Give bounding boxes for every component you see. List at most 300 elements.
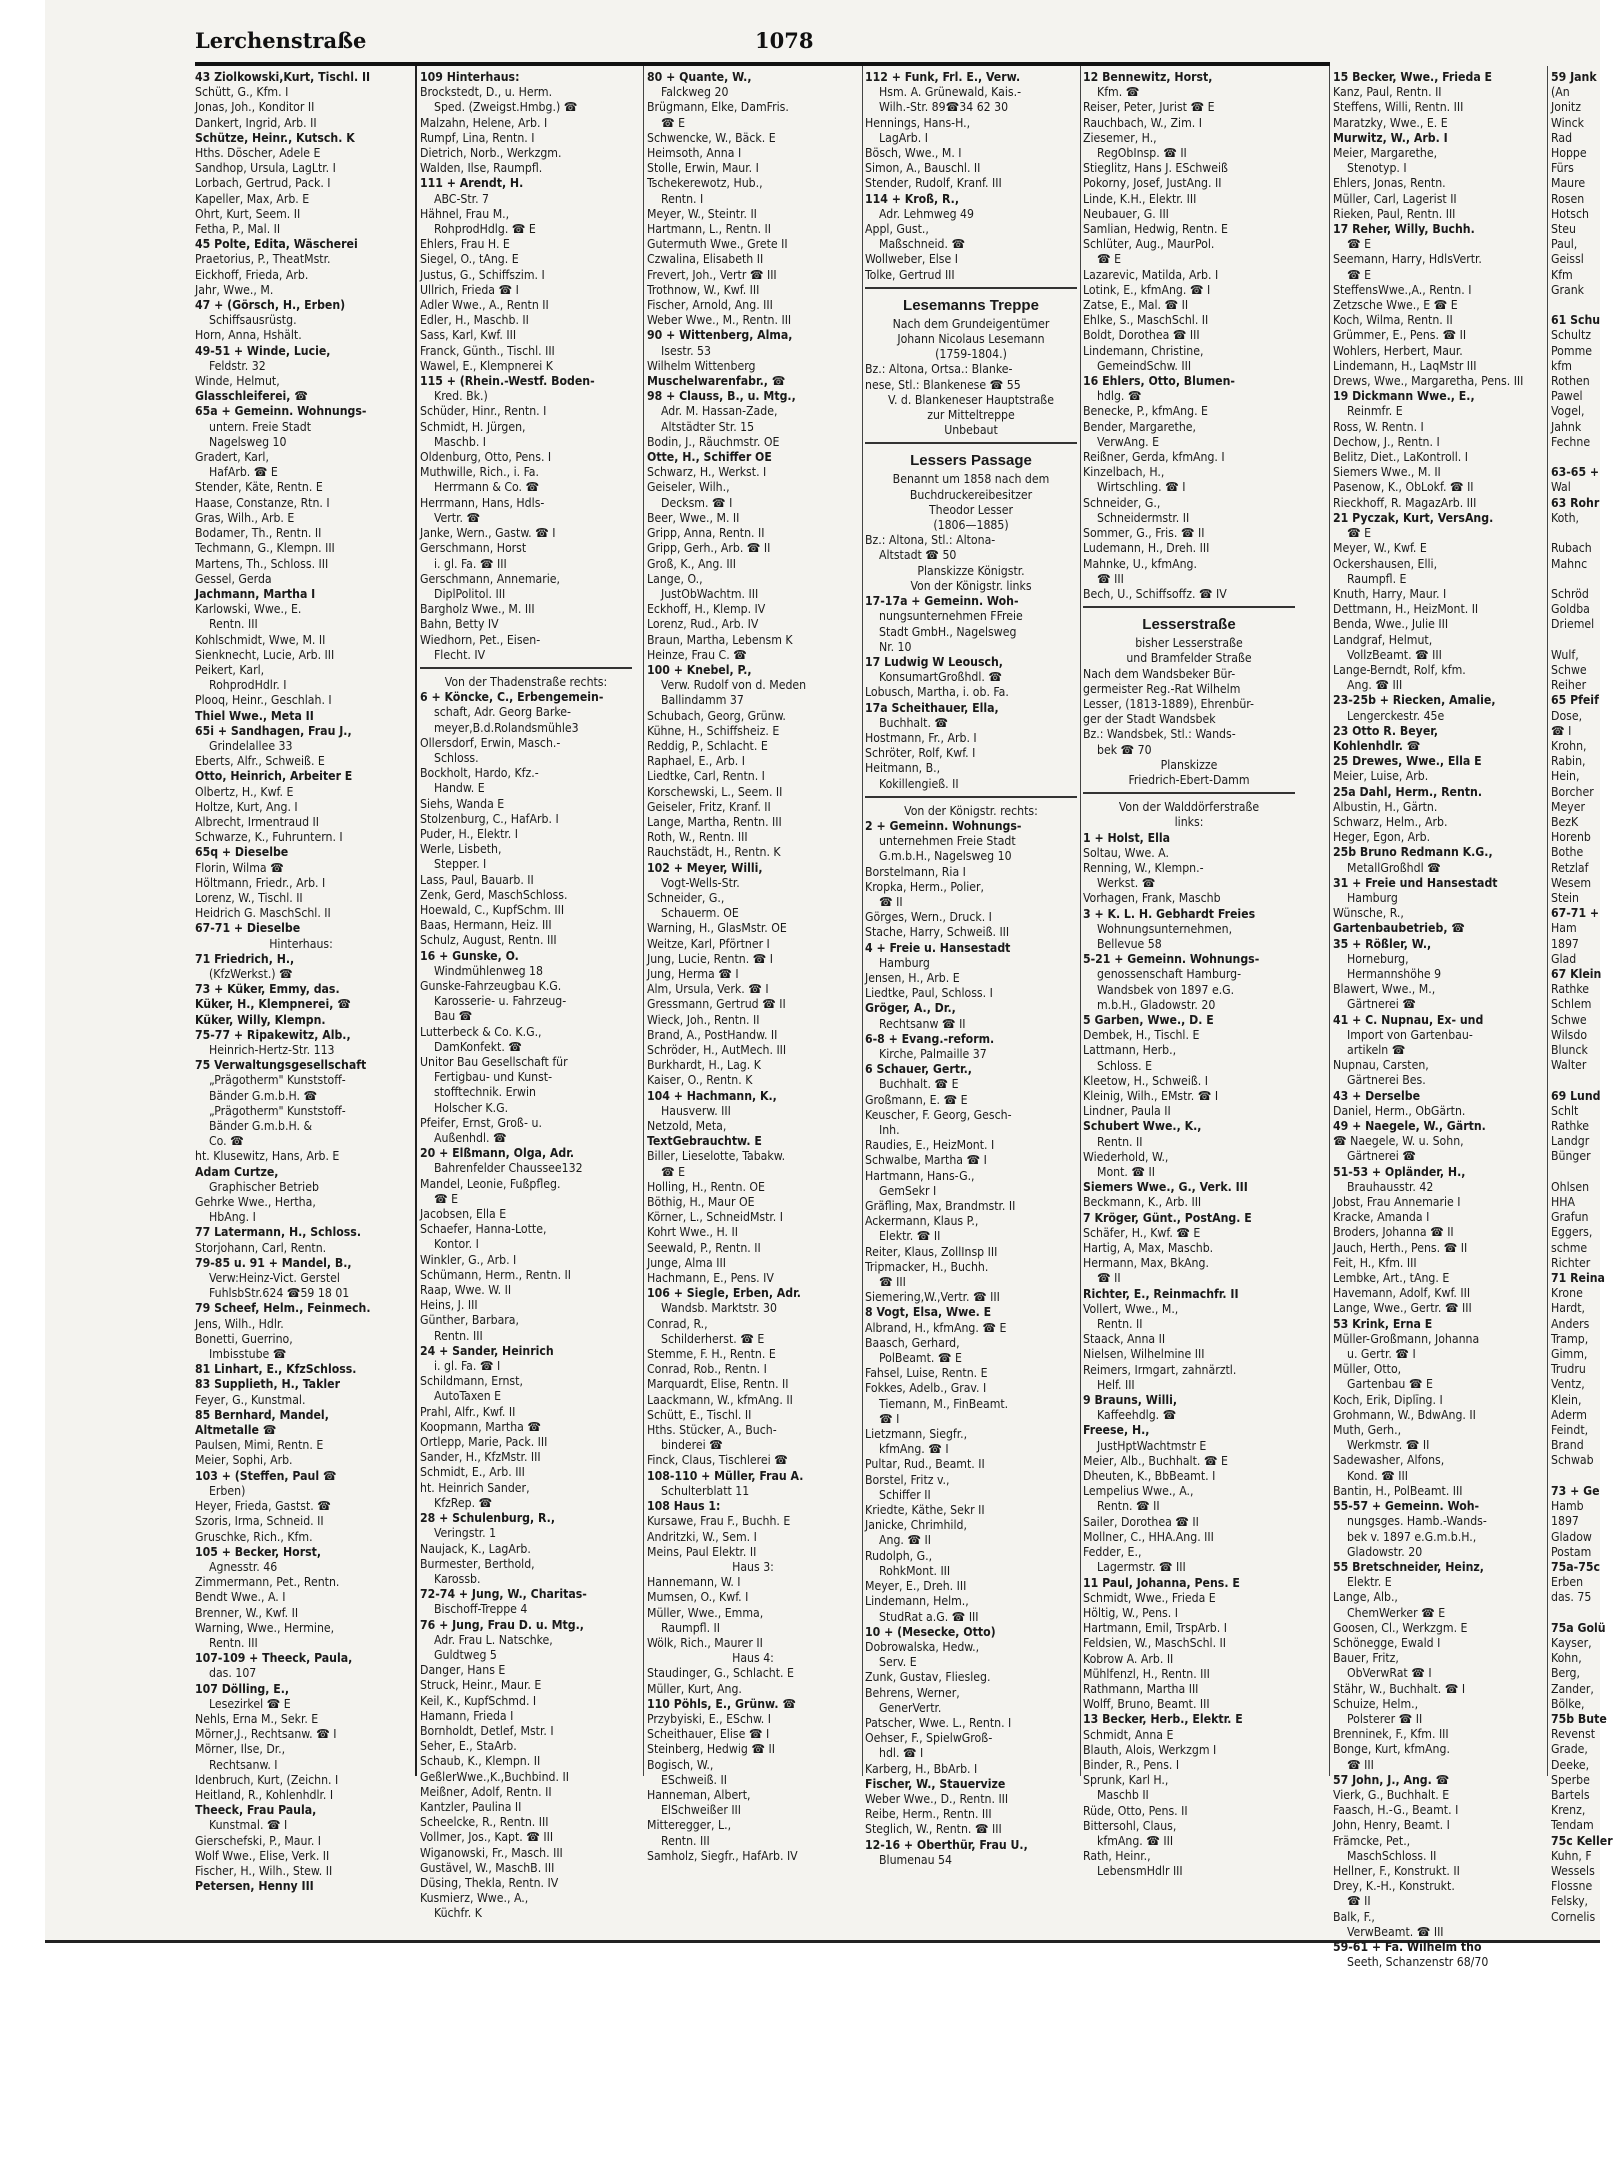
directory-entry: Alm, Ursula, Verk. ☎ I: [647, 982, 769, 997]
directory-entry: 17-17a + Gemeinn. Woh-: [865, 594, 1019, 609]
directory-entry: Heinze, Frau C. ☎: [647, 647, 747, 662]
directory-entry: Cornelis: [1551, 1909, 1596, 1924]
directory-entry: Schwalbe, Martha ☎ I: [865, 1153, 987, 1168]
directory-entry: Herrmann & Co. ☎: [434, 480, 540, 495]
directory-entry: 107 Dölling, E.,: [195, 1681, 290, 1696]
directory-entry: Wesem: [1551, 875, 1592, 890]
directory-entry: G.m.b.H., Nagelsweg 10: [879, 849, 1012, 864]
directory-entry: links:: [1174, 815, 1204, 830]
directory-entry: Adam Curtze,: [195, 1164, 279, 1179]
directory-entry: Otte, H., Schiffer OE: [647, 450, 772, 465]
directory-entry: Falckweg 20: [661, 85, 729, 100]
directory-entry: Nach dem Wandsbeker Bür-: [1083, 666, 1236, 681]
directory-entry: Landgraf, Helmut,: [1333, 632, 1433, 647]
directory-entry: Müller-Großmann, Johanna: [1333, 1331, 1480, 1346]
directory-entry: Wünsche, R.,: [1333, 906, 1404, 921]
street-heading: Lessers Passage: [910, 452, 1032, 470]
directory-entry: Lorbach, Gertrud, Pack. I: [195, 176, 331, 191]
directory-entry: Rathke: [1551, 1119, 1589, 1134]
directory-entry: Otto, Heinrich, Arbeiter E: [195, 769, 353, 784]
directory-entry: Gessel, Gerda: [195, 571, 272, 586]
directory-entry: Trothnow, W., Kwf. III: [647, 282, 760, 297]
directory-entry: Raphael, E., Arb. I: [647, 754, 745, 769]
directory-entry: 75c Keller: [1551, 1833, 1613, 1848]
directory-entry: Muschelwarenfabr., ☎: [647, 374, 786, 389]
directory-entry: 109 Hinterhaus:: [420, 70, 520, 84]
directory-entry: Fahsel, Luise, Rentn. E: [865, 1366, 988, 1381]
directory-entry: Blunck: [1551, 1043, 1588, 1057]
directory-entry: Großmann, E. ☎ E: [865, 1092, 968, 1107]
directory-entry: ☎ III: [1097, 571, 1124, 586]
directory-entry: Lattmann, Herb.,: [1083, 1043, 1177, 1058]
directory-entry: Schüder, Hinr., Rentn. I: [420, 404, 547, 419]
directory-entry: Hausverw. III: [661, 1103, 731, 1118]
directory-entry: Marquardt, Elise, Rentn. II: [647, 1377, 789, 1392]
directory-entry: Schauerm. OE: [661, 906, 739, 921]
directory-entry: Rudolph, G.,: [865, 1548, 933, 1563]
directory-entry: Eggers,: [1551, 1225, 1593, 1240]
directory-entry: Retzlaf: [1551, 860, 1589, 875]
directory-entry: Schütt, E., Tischl. II: [647, 1407, 752, 1422]
directory-entry: Lutterbeck & Co. K.G.,: [420, 1024, 542, 1039]
directory-entry: unternehmen Freie Stadt: [879, 834, 1016, 849]
directory-entry: Landgr: [1551, 1134, 1590, 1149]
directory-entry: 6 Schauer, Gertr.,: [865, 1062, 972, 1077]
directory-entry: Brügmann, Elke, DamFris.: [647, 100, 789, 115]
directory-entry: Haus 3:: [732, 1559, 774, 1574]
directory-entry: Siemers Wwe., M. II: [1333, 465, 1441, 480]
directory-entry: 59-61 + Fa. Wilhelm tho: [1333, 1939, 1482, 1954]
directory-entry: Samlian, Hedwig, Rentn. E: [1083, 222, 1228, 237]
directory-entry: Schwarz, H., Werkst. I: [647, 465, 767, 480]
directory-entry: Driemel: [1551, 617, 1595, 632]
directory-entry: Hostmann, Fr., Arb. I: [865, 730, 977, 745]
directory-entry: Schwencke, W., Bäck. E: [647, 130, 776, 145]
directory-entry: RohprodHdlr. I: [209, 678, 287, 693]
directory-entry: Schloss. E: [1097, 1058, 1153, 1073]
directory-entry: Mont. ☎ II: [1097, 1165, 1155, 1180]
directory-entry: Sperbe: [1551, 1772, 1590, 1787]
directory-entry: Isestr. 53: [661, 343, 711, 358]
directory-entry: 75b Bute: [1551, 1711, 1607, 1726]
directory-entry: Wollweber, Else I: [865, 252, 958, 267]
directory-entry: 115 + (Rhein.-Westf. Boden-: [420, 374, 595, 389]
directory-entry: Ollersdorf, Erwin, Masch.-: [420, 735, 561, 750]
directory-entry: Liedtke, Carl, Rentn. I: [647, 769, 765, 784]
directory-entry: Broders, Johanna ☎ II: [1333, 1225, 1454, 1240]
directory-entry: Florin, Wilma ☎: [195, 860, 284, 875]
directory-entry: untern. Freie Stadt: [209, 419, 312, 434]
directory-entry: Lorenz, W., Tischl. II: [195, 890, 303, 905]
directory-entry: Kirche, Palmaille 37: [879, 1046, 987, 1061]
directory-entry: Planskizze Königstr.: [917, 563, 1025, 578]
directory-entry: Altmetalle ☎: [195, 1423, 277, 1438]
directory-entry: Glasschleiferei, ☎: [195, 389, 308, 404]
directory-entry: [1551, 1165, 1600, 1180]
directory-entry: Meißner, Adolf, Rentn. II: [420, 1784, 552, 1799]
directory-entry: Werkst. ☎: [1097, 876, 1156, 891]
directory-entry: ObVerwRat ☎ I: [1347, 1666, 1432, 1681]
directory-entry: schaft, Adr. Georg Barke-: [434, 705, 571, 720]
directory-entry: Kfm. ☎: [1097, 85, 1140, 100]
directory-entry: Dembek, H., Tischl. E: [1083, 1028, 1200, 1043]
directory-entry: Bodamer, Th., Rentn. II: [195, 526, 322, 541]
directory-entry: germeister Reg.-Rat Wilhelm: [1083, 681, 1241, 696]
directory-entry: 63-65 +: [1551, 465, 1600, 480]
directory-entry: Wilhelm Wittenberg: [647, 358, 756, 373]
directory-entry: Beckmann, K., Arb. III: [1083, 1195, 1202, 1210]
directory-entry: Wilsdo: [1551, 1027, 1588, 1042]
directory-entry: Fischer, H., Wilh., Stew. II: [195, 1863, 333, 1878]
directory-entry: Kokillengieß. II: [879, 776, 959, 791]
directory-entry: Bockholt, Hardo, Kfz.-: [420, 766, 539, 781]
directory-entry: Hoewald, C., KupfSchm. III: [420, 902, 565, 917]
directory-entry: Jensen, H., Arb. E: [865, 970, 960, 985]
directory-entry: Kracke, Amanda I: [1333, 1210, 1430, 1225]
directory-entry: Bogisch, W.,: [647, 1757, 714, 1772]
directory-entry: Puder, H., Elektr. I: [420, 826, 518, 841]
directory-entry: Geiseler, Wilh.,: [647, 480, 730, 495]
street-heading: Lesserstraße: [1142, 616, 1236, 634]
directory-entry: Sadewasher, Alfons,: [1333, 1453, 1445, 1468]
directory-entry: Winde, Helmut,: [195, 374, 280, 389]
directory-entry: Grindelallee 33: [209, 738, 293, 753]
directory-entry: Zatse, E., Mal. ☎ II: [1083, 298, 1189, 313]
directory-entry: 69 Lund: [1551, 1088, 1601, 1103]
directory-entry: Wiederhold, W.,: [1083, 1149, 1169, 1164]
directory-entry: Olbertz, H., Kwf. E: [195, 784, 294, 799]
directory-entry: 23-25b + Riecken, Amalie,: [1333, 693, 1496, 708]
directory-entry: Jung, Lucie, Rentn. ☎ I: [647, 951, 774, 966]
directory-entry: 55 Bretschneider, Heinz,: [1333, 1559, 1484, 1574]
directory-entry: Kaffeehdlg. ☎: [1097, 1408, 1177, 1423]
directory-entry: Wiganowski, Fr., Masch. III: [420, 1845, 563, 1860]
directory-entry: Kaiser, O., Rentn. K: [647, 1073, 753, 1088]
directory-entry: Fischer, W., Stauervize: [865, 1776, 1006, 1791]
directory-entry: Kohn,: [1551, 1651, 1582, 1666]
directory-entry: Günther, Barbara,: [420, 1313, 519, 1328]
directory-entry: Kusmierz, Wwe., A.,: [420, 1891, 529, 1906]
directory-entry: Gruschke, Rich., Kfm.: [195, 1529, 313, 1544]
directory-entry: Ackermann, Klaus P.,: [865, 1214, 979, 1229]
directory-entry: 25a Dahl, Herm., Rentn.: [1333, 784, 1483, 799]
directory-entry: Appl, Gust.,: [865, 222, 929, 237]
directory-entry: 41 + C. Nupnau, Ex- und: [1333, 1012, 1484, 1027]
directory-entry: Lobusch, Martha, i. ob. Fa.: [865, 685, 1009, 700]
directory-entry: Czwalina, Elisabeth II: [647, 252, 764, 267]
directory-entry: Walter: [1551, 1058, 1587, 1073]
directory-entry: Co. ☎: [209, 1134, 244, 1149]
directory-entry: Netzold, Meta,: [647, 1119, 727, 1134]
directory-entry: 79 Scheef, Helm., Feinmech.: [195, 1301, 371, 1316]
directory-entry: Mumsen, O., Kwf. I: [647, 1590, 749, 1605]
directory-entry: Schütze, Heinr., Kutsch. K: [195, 130, 355, 145]
directory-entry: 53 Krink, Erna E: [1333, 1316, 1433, 1331]
directory-entry: Karberg, H., BbArb. I: [865, 1761, 978, 1776]
directory-entry: 80 + Quante, W.,: [647, 70, 752, 84]
directory-entry: Imbisstube ☎: [209, 1347, 287, 1362]
directory-entry: „Prägotherm" Kunststoff-: [209, 1103, 346, 1118]
directory-entry: Przybyiski, E., ESchw. I: [647, 1711, 771, 1726]
directory-entry: Hardt,: [1551, 1301, 1585, 1316]
directory-entry: Stein: [1551, 890, 1580, 905]
directory-entry: Koopmann, Martha ☎: [420, 1419, 542, 1434]
directory-entry: Schröder, H., AutMech. III: [647, 1043, 787, 1057]
directory-entry: Ross, W. Rentn. I: [1333, 419, 1424, 434]
directory-entry: Samholz, Siegfr., HafArb. IV: [647, 1848, 798, 1863]
directory-entry: Vierk, G., Buchhalt. E: [1333, 1787, 1450, 1802]
directory-entry: stofftechnik. Erwin: [434, 1085, 536, 1100]
directory-entry: GemeindSchw. III: [1097, 358, 1192, 373]
directory-entry: Groß, K., Ang. III: [647, 556, 737, 571]
directory-entry: 10 + (Mesecke, Otto): [865, 1624, 996, 1639]
directory-entry: Nehls, Erna M., Sekr. E: [195, 1711, 319, 1726]
directory-entry: Lange, Martha, Rentn. III: [647, 814, 782, 829]
directory-entry: Drews, Wwe., Margaretha, Pens. III: [1333, 374, 1524, 389]
column-rule: [862, 66, 863, 1776]
directory-entry: Gröger, A., Dr.,: [865, 1001, 956, 1016]
directory-entry: Maratzky, Wwe., E. E: [1333, 115, 1448, 130]
directory-entry: Bahrenfelder Chaussee132: [434, 1161, 583, 1176]
directory-entry: Tiemann, M., FinBeamt.: [879, 1396, 1009, 1411]
directory-entry: Rentn. ☎ II: [1097, 1499, 1160, 1514]
directory-entry: 59 Jank: [1551, 70, 1597, 84]
directory-entry: Eckhoff, H., Klemp. IV: [647, 602, 766, 617]
directory-entry: Bech, U., Schiffsoffz. ☎ IV: [1083, 586, 1227, 601]
directory-entry: Höltig, W., Pens. I: [1083, 1605, 1178, 1620]
directory-entry: Rathmann, Martha III: [1083, 1681, 1199, 1696]
directory-entry: Haase, Constanze, Rtn. I: [195, 495, 330, 510]
directory-entry: Elektr. ☎ II: [879, 1229, 941, 1244]
directory-entry: Faasch, H.-G., Beamt. I: [1333, 1803, 1459, 1818]
directory-entry: Meier, Margarethe,: [1333, 146, 1438, 161]
directory-entry: Danger, Hans E: [420, 1663, 506, 1678]
directory-entry: Albrand, H., kfmAng. ☎ E: [865, 1320, 1007, 1335]
directory-entry: Idenbruch, Kurt, (Zeichn. I: [195, 1772, 339, 1787]
directory-entry: Steffens, Willi, Rentn. III: [1333, 100, 1464, 115]
directory-entry: zur Mitteltreppe: [927, 408, 1015, 423]
directory-entry: [1551, 298, 1600, 313]
directory-entry: Heitland, R., Kohlenhdlr. I: [195, 1787, 334, 1802]
directory-entry: Schulterblatt 11: [661, 1483, 750, 1498]
directory-entry: Gärtnerei Bes.: [1347, 1073, 1426, 1088]
directory-entry: ☎ II: [879, 894, 903, 909]
directory-entry: Fischer, Arnold, Ang. III: [647, 298, 773, 313]
directory-entry: Tendam: [1551, 1818, 1594, 1833]
directory-entry: Hths. Stücker, A., Buch-: [647, 1423, 777, 1438]
directory-entry: Hoppe: [1551, 146, 1587, 161]
directory-entry: 90 + Wittenberg, Alma,: [647, 328, 793, 343]
page-number: 1078: [755, 28, 814, 53]
directory-entry: KonsumartGroßhdl. ☎: [879, 670, 1003, 685]
directory-entry: 114 + Kroß, R.,: [865, 191, 960, 206]
directory-entry: Fertigbau- und Kunst-: [434, 1070, 553, 1085]
directory-entry: Stadt GmbH., Nagelsweg: [879, 624, 1017, 639]
directory-entry: Bantin, H., PolBeamt. III: [1333, 1483, 1463, 1498]
directory-entry: 43 Ziolkowski,Kurt, Tischl. II: [195, 70, 371, 84]
directory-entry: Frevert, Joh., Vertr ☎ III: [647, 267, 777, 282]
directory-entry: Janke, Wern., Gastw. ☎ I: [420, 526, 556, 541]
directory-entry: Paulsen, Mimi, Rentn. E: [195, 1438, 324, 1453]
directory-entry: Glad: [1551, 951, 1577, 966]
directory-entry: Kapeller, Max, Arb. E: [195, 191, 310, 206]
directory-entry: Schwab: [1551, 1453, 1594, 1468]
directory-entry: Korschewski, L., Seem. II: [647, 784, 783, 799]
directory-entry: kfmAng. ☎ III: [1097, 1833, 1174, 1848]
directory-entry: Bölke,: [1551, 1696, 1585, 1711]
directory-entry: ☎ E: [434, 1191, 459, 1206]
directory-entry: 3 + K. L. H. Gebhardt Freies: [1083, 906, 1256, 921]
directory-entry: 111 + Arendt, H.: [420, 176, 524, 191]
directory-entry: Junge, Alma III: [647, 1255, 726, 1270]
directory-entry: Ortlepp, Marie, Pack. III: [420, 1435, 548, 1450]
directory-entry: Schmidt, E., Arb. III: [420, 1465, 525, 1480]
directory-entry: Stieglitz, Hans J. ESchweiß: [1083, 161, 1228, 176]
directory-entry: 105 + Becker, Horst,: [195, 1544, 322, 1559]
directory-entry: (KfzWerkst.) ☎: [209, 966, 293, 981]
directory-entry: Holtze, Kurt, Ang. I: [195, 799, 298, 814]
directory-entry: Kobrow A. Arb. II: [1083, 1651, 1174, 1666]
directory-entry: Hinterhaus:: [269, 936, 333, 951]
directory-entry: schme: [1551, 1240, 1588, 1255]
directory-entry: Rothen: [1551, 374, 1590, 389]
directory-entry: kfmAng. ☎ I: [879, 1442, 949, 1457]
directory-entry: Steglich, W., Rentn. ☎ III: [865, 1822, 1002, 1837]
directory-entry: Ehlers, Frau H. E: [420, 237, 510, 252]
directory-entry: Bonetti, Guerrino,: [195, 1331, 293, 1346]
directory-entry: Baasch, Gerhard,: [865, 1335, 960, 1350]
directory-page: [45, 0, 1613, 1970]
directory-entry: Ludemann, H., Dreh. III: [1083, 541, 1210, 556]
directory-entry: Karosserie- u. Fahrzeug-: [434, 994, 567, 1009]
directory-entry: artikeln ☎: [1347, 1043, 1406, 1057]
directory-entry: Dankert, Ingrid, Arb. II: [195, 115, 317, 130]
directory-entry: 17 Reher, Willy, Buchh.: [1333, 222, 1475, 237]
directory-entry: Feldsien, W., MaschSchl. II: [1083, 1636, 1226, 1651]
directory-entry: Gladow: [1551, 1529, 1592, 1544]
directory-entry: 12-16 + Oberthür, Frau U.,: [865, 1837, 1028, 1852]
directory-entry: Sprunk, Karl H.,: [1083, 1773, 1169, 1788]
directory-entry: Boldt, Dorothea ☎ III: [1083, 328, 1200, 343]
directory-entry: Pultar, Rud., Beamt. II: [865, 1457, 985, 1472]
directory-entry: Gartenbau ☎ E: [1347, 1377, 1433, 1392]
directory-entry: Ohrt, Kurt, Seem. II: [195, 206, 301, 221]
directory-entry: Schuize, Helm.,: [1333, 1696, 1419, 1711]
directory-entry: 49 + Naegele, W., Gärtn.: [1333, 1119, 1486, 1134]
directory-entry: Aderm: [1551, 1407, 1587, 1422]
directory-entry: Freese, H.,: [1083, 1423, 1150, 1438]
directory-entry: Murwitz, W., Arb. I: [1333, 130, 1448, 145]
directory-entry: Lesser, (1813-1889), Ehrenbür-: [1083, 696, 1254, 711]
directory-entry: Schwarz, Helm., Arb.: [1333, 814, 1448, 829]
directory-entry: Lesezirkel ☎ E: [209, 1696, 291, 1711]
column-2: [420, 70, 632, 1921]
directory-entry: Küker, H., Klempnerei, ☎: [195, 997, 351, 1012]
directory-entry: ☎ III: [879, 1275, 906, 1290]
directory-entry: Rabin,: [1551, 754, 1586, 769]
directory-entry: Gressmann, Gertrud ☎ II: [647, 997, 786, 1012]
column-3: [647, 70, 859, 1863]
directory-entry: Mollner, C., HHA.Ang. III: [1083, 1529, 1214, 1544]
directory-entry: Kontor. I: [434, 1237, 479, 1252]
directory-entry: Krohn,: [1551, 738, 1587, 753]
directory-entry: Staack, Anna II: [1083, 1332, 1166, 1347]
directory-entry: Küchfr. K: [434, 1906, 482, 1921]
directory-entry: Anders: [1551, 1316, 1590, 1331]
directory-entry: Edler, H., Maschb. II: [420, 313, 529, 328]
directory-entry: Richter, E., Reinmachfr. II: [1083, 1286, 1239, 1301]
directory-entry: Feit, H., Kfm. III: [1333, 1255, 1417, 1270]
directory-entry: Vogt-Wells-Str.: [661, 875, 740, 890]
directory-entry: MetallGroßhdl ☎: [1347, 860, 1441, 875]
directory-entry: Kohrt Wwe., H. II: [647, 1225, 738, 1240]
directory-entry: Heger, Egon, Arb.: [1333, 830, 1431, 845]
directory-entry: Hamburg: [879, 955, 930, 970]
directory-entry: Sandhop, Ursula, LagLtr. I: [195, 161, 336, 176]
directory-entry: Horenb: [1551, 830, 1591, 845]
directory-entry: Schiffer II: [879, 1487, 931, 1502]
directory-entry: Wieck, Joh., Rentn. II: [647, 1012, 760, 1027]
directory-entry: 15 Becker, Wwe., Frieda E: [1333, 70, 1493, 84]
directory-entry: [1551, 572, 1600, 587]
column-1: [195, 70, 407, 1894]
directory-entry: Thiel Wwe., Meta II: [195, 708, 314, 723]
directory-entry: Schiffsausrüstg.: [209, 313, 297, 328]
directory-entry: Jobst, Frau Annemarie I: [1333, 1195, 1461, 1210]
directory-entry: Vogel,: [1551, 404, 1585, 419]
directory-entry: Patscher, Wwe. L., Rentn. I: [865, 1715, 1012, 1730]
directory-entry: Körner, L., SchneidMstr. I: [647, 1210, 783, 1225]
directory-entry: 102 + Meyer, Willi,: [647, 860, 763, 875]
directory-entry: Kühne, H., Schiffsheiz. E: [647, 723, 780, 738]
directory-entry: Bz.: Altona, Stl.: Altona-: [865, 533, 996, 548]
directory-entry: Rathke: [1551, 982, 1589, 997]
directory-entry: Wohnungsunternehmen,: [1097, 921, 1233, 936]
directory-entry: Ham: [1551, 921, 1577, 936]
directory-entry: Reddig, P., Schlacht. E: [647, 738, 768, 753]
directory-entry: Koch, Erik, Diplīng. I: [1333, 1392, 1443, 1407]
directory-entry: Paul,: [1551, 237, 1578, 252]
directory-entry: Drey, K.-H., Konstrukt.: [1333, 1879, 1455, 1894]
directory-entry: Meins, Paul Elektr. II: [647, 1544, 757, 1559]
directory-entry: 75 Verwaltungsgesellschaft: [195, 1058, 367, 1073]
section-divider: [865, 796, 1077, 798]
directory-entry: Jacobsen, Ella E: [420, 1207, 507, 1222]
directory-entry: Lorenz, Rud., Arb. IV: [647, 617, 759, 632]
directory-entry: Fürs: [1551, 161, 1574, 176]
directory-entry: Friedrich-Ebert-Damm: [1128, 772, 1250, 787]
directory-entry: 20 + Elßmann, Olga, Adr.: [420, 1146, 575, 1161]
directory-entry: Gerschmann, Horst: [420, 541, 527, 556]
directory-entry: Benda, Wwe., Julie III: [1333, 617, 1449, 632]
directory-entry: Storjohann, Carl, Rentn.: [195, 1240, 327, 1255]
directory-entry: RegObInsp. ☎ II: [1097, 146, 1187, 161]
directory-entry: 2 + Gemeinn. Wohnungs-: [865, 818, 1022, 833]
directory-entry: Koth,: [1551, 510, 1580, 525]
directory-entry: 43 + Derselbe: [1333, 1088, 1421, 1103]
directory-entry: Pawel: [1551, 389, 1583, 404]
directory-entry: Lazarevic, Matilda, Arb. I: [1083, 267, 1219, 282]
directory-entry: Rath, Heinr.,: [1083, 1849, 1151, 1864]
directory-entry: Flecht. IV: [434, 647, 486, 662]
directory-entry: 112 + Funk, Frl. E., Verw.: [865, 70, 1021, 84]
directory-entry: Zunk, Gustav, Fliesleg.: [865, 1670, 991, 1685]
directory-entry: SteffensWwe.,A., Rentn. I: [1333, 282, 1472, 297]
directory-entry: Schaub, K., Klempn. II: [420, 1754, 541, 1769]
directory-entry: Oehser, F., SpielwGroß-: [865, 1731, 993, 1746]
directory-entry: Hähnel, Frau M.,: [420, 206, 510, 221]
directory-entry: Rauchbach, W., Zim. I: [1083, 115, 1202, 130]
